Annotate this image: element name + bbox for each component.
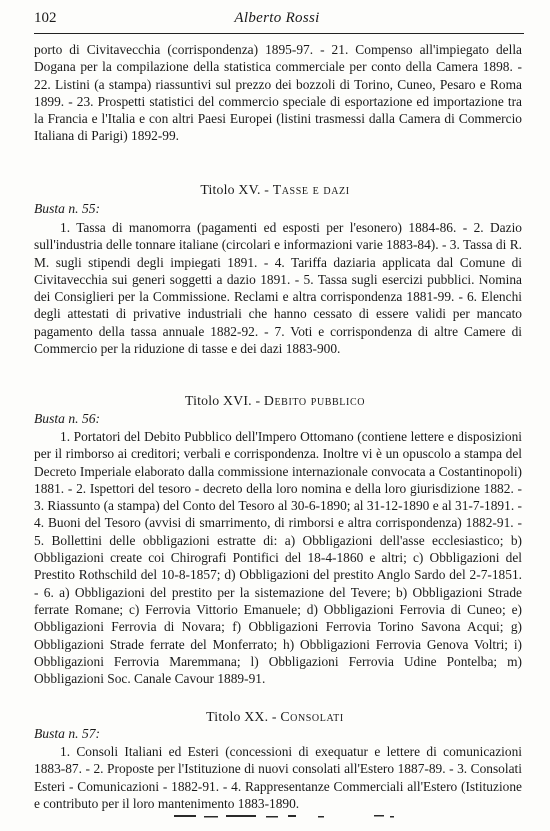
section-text: 1. Tassa di manomorra (pagamenti ed esposti per l'esonero) 1884-86. - 2. Dazio sull'industria delle tonnare italiane (circolari e informazioni varie 1883-84). - 3. Tassa di R. M. sugli stipendi degli impiegati 1891. - 4. Tariffa daziaria applicata dal Comune di Civitavecchia sui generi soggetti a dazio 1891. - 5. Tassa sugli esercizi pubblici. Nomina dei Consiglieri per la Commissione. Reclami e altra corrispondenza 1881-99. - 6. Elenchi degli attestati di privative industriali che hanno cessato di essere validi per mancato pagamento della tassa annuale 1882-92. - 7. Voti e corrispondenza di altre Camere di Commercio per la riduzione di tasse e dei dazi 1883-900. <box>34 220 522 357</box>
damaged-print-marks <box>34 812 522 822</box>
section-title-name: Tasse e dazi <box>272 182 350 197</box>
section-title-xv <box>0 182 550 198</box>
section-body-xx <box>34 743 522 812</box>
section-body-xv <box>34 219 522 357</box>
section-title-prefix: Titolo XVI. - <box>184 393 264 408</box>
busta-label-56: Busta n. 56: <box>34 411 101 426</box>
section-title-xvi <box>0 393 550 409</box>
section-body-xvi <box>34 428 522 687</box>
running-head: Alberto Rossi <box>234 10 320 26</box>
busta-label-57: Busta n. 57: <box>34 726 101 741</box>
section-title-prefix: Titolo XX. - <box>206 709 281 724</box>
page-number: 102 <box>34 10 57 26</box>
section-title-xx <box>0 709 550 725</box>
intro-paragraph <box>34 41 522 145</box>
intro-text: porto di Civitavecchia (corrispondenza) 1895-97. - 21. Compenso all'impiegato della Dogana per la compilazione della statistica commerciale per conto della Camera 1898. - 22. Listini (a stampa) riassuntivi sul prezzo dei bozzoli di Torino, Cuneo, Pesaro e Roma 1899. - 23. Prospetti statistici del commercio speciale di esportazione ed importazione tra la Francia e l'Italia e con altri Paesi Europei (listini trasmessi dalla Camera di Commercio Italiana di Parigi) 1892-99. <box>34 42 522 144</box>
section-title-prefix: Titolo XV. - <box>200 182 273 197</box>
section-text: 1. Consoli Italiani ed Esteri (concessioni di exequatur e lettere di comunicazioni 1883-87. - 2. Proposte per l'Istituzione di nuovi consolati all'Estero 1887-89. - 3. Consolati Esteri - Comunicazioni - 1882-91. - 4. Rappresentanze Commerciali all'Estero (Istituzione e contributo per il loro mantenimento 1883-1890. <box>34 744 522 811</box>
page-header <box>34 10 520 32</box>
section-title-name: Debito pubblico <box>263 393 366 408</box>
section-text: 1. Portatori del Debito Pubblico dell'Impero Ottomano (contiene lettere e disposizioni per il rimborso ai creditori; verbali e corrispondenza. Inoltre vi è un opuscolo a stampa del Decreto Imperiale elaborato dalla commissione internazionale convocata a Costantinopoli) 1881. - 2. Ispettori del tesoro - decreto della loro nomina e della loro giurisdizione 1882. - 3. Riassunto (a stampa) del Conto del Tesoro al 30-6-1890; al 31-12-1890 e al 31-7-1891. - 4. Buoni del Tesoro (avvisi di smarrimento, di rimborsi e altra corrispondenza) 1882-91. - 5. Bollettini delle obbligazioni estratte di: a) Obbligazioni dell'asse ecclesiastico; b) Obbligazioni create coi Chirografi Pontifici del 18-4-1860 e altri; c) Obbligazioni del Prestito Rothschild del 10-8-1857; d) Obbligazioni del prestito Anglo Sardo del 2-7-1851. - 6. a) Obbligazioni del prestito per la sistemazione del Tevere; b) Obbligazioni Strade ferrate Romane; c) Ferrovia Vittorio Emanuele; d) Obbligazioni Ferrovia di Cuneo; e) Obbligazioni Ferrovia di Novara; f) Obbligazioni Ferrovia Torino Savona Acqui; g) Obbligazioni Strade ferrate del Monferrato; h) Obbligazioni Ferrovia Genova Voltri; i) Obbligazioni Ferrovia Maremmana; l) Obbligazioni Ferrovia Udine Pontelba; m) Obbligazioni Soc. Canale Cavour 1889-91. <box>34 429 522 687</box>
busta-label-55: Busta n. 55: <box>34 201 101 216</box>
header-rule <box>34 33 524 34</box>
section-title-name: Consolati <box>280 709 344 724</box>
